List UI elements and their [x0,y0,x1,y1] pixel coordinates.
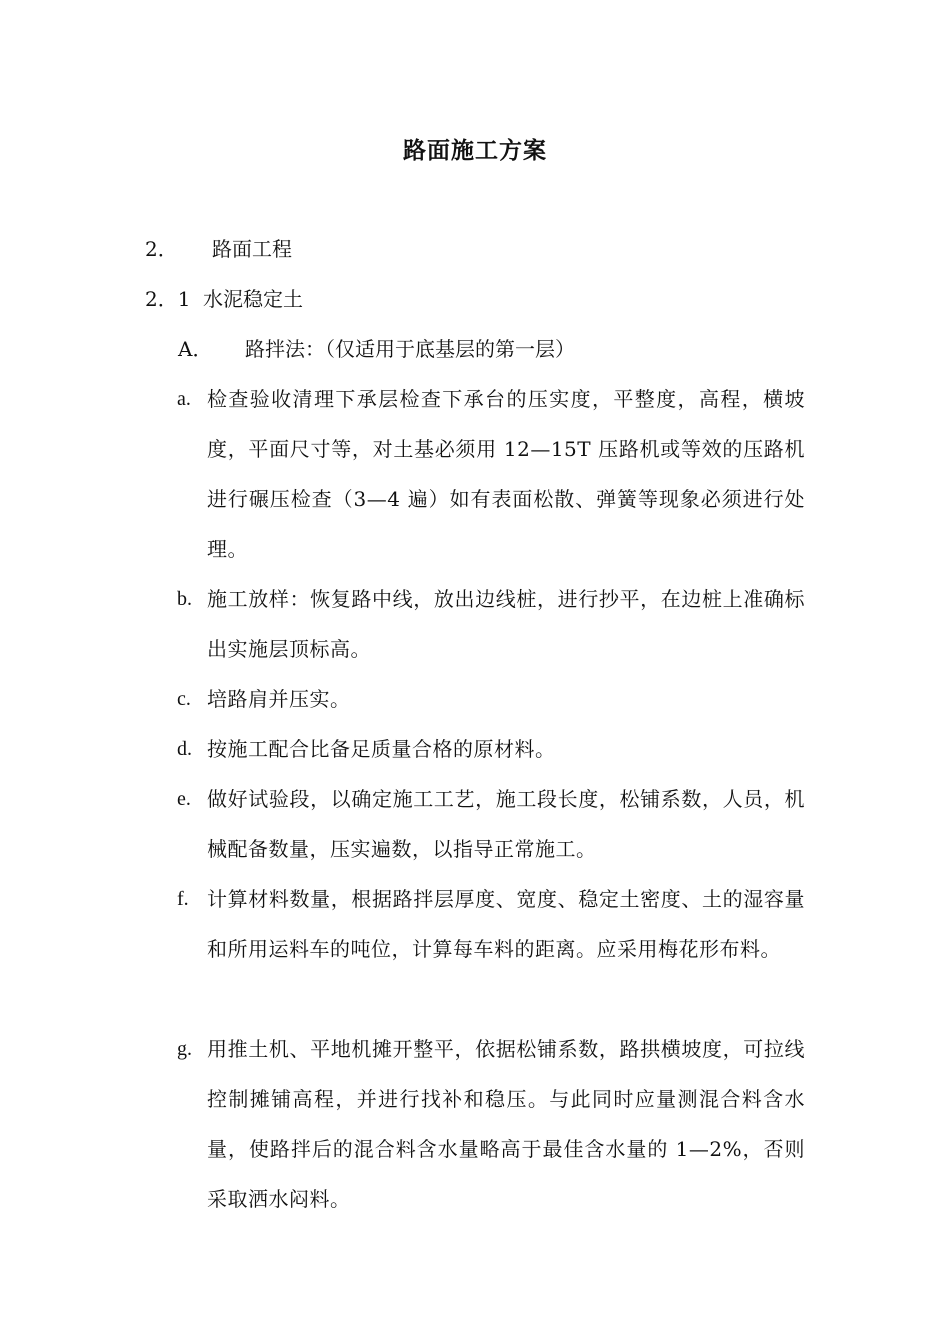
list-item-text: 做好试验段，以确定施工工艺，施工段长度，松铺系数，人员，机械配备数量，压实遍数，以指导正常施工。 [207,787,805,861]
method-heading: 路拌法：（仅适用于底基层的第一层） [245,337,575,361]
list-item-text: 培路肩并压实。 [207,687,351,711]
list-marker: g. [177,1038,192,1060]
list-marker: d. [177,738,192,760]
list-marker: b. [177,588,192,610]
list-item-text: 施工放样：恢复路中线，放出边线桩，进行抄平，在边桩上准确标出实施层顶标高。 [207,587,805,661]
list-item-text: 检查验收清理下承层检查下承台的压实度，平整度，高程，横坡度，平面尺寸等，对土基必须用 12—15T 压路机或等效的压路机进行碾压检查（3—4 遍）如有表面松散、弹簧等现象必须进行处理。 [207,387,805,561]
list-item-text: 计算材料数量，根据路拌层厚度、宽度、稳定土密度、土的湿容量和所用运料车的吨位，计算每车料的距离。应采用梅花形布料。 [207,887,805,961]
section-heading: 路面工程 [212,237,292,261]
subsection-heading: 水泥稳定土 [203,287,303,311]
list-item-text: 按施工配合比备足质量合格的原材料。 [207,737,556,761]
section-number: 2． [145,237,178,261]
list-item-text: 用推土机、平地机摊开整平，依据松铺系数，路拱横坡度，可拉线控制摊铺高程，并进行找补和稳压。与此同时应量测混合料含水量，使路拌后的混合料含水量略高于最佳含水量的 1—2%，否则采取洒水闷料。 [207,1037,805,1211]
subsection-number: 2．1 [145,287,191,311]
list-marker: f. [177,888,189,910]
list-marker: e. [177,788,191,810]
page-title: 路面施工方案 [403,137,547,164]
method-number: A． [178,337,213,361]
list-marker: a. [177,388,191,410]
list-marker: c. [177,688,191,710]
